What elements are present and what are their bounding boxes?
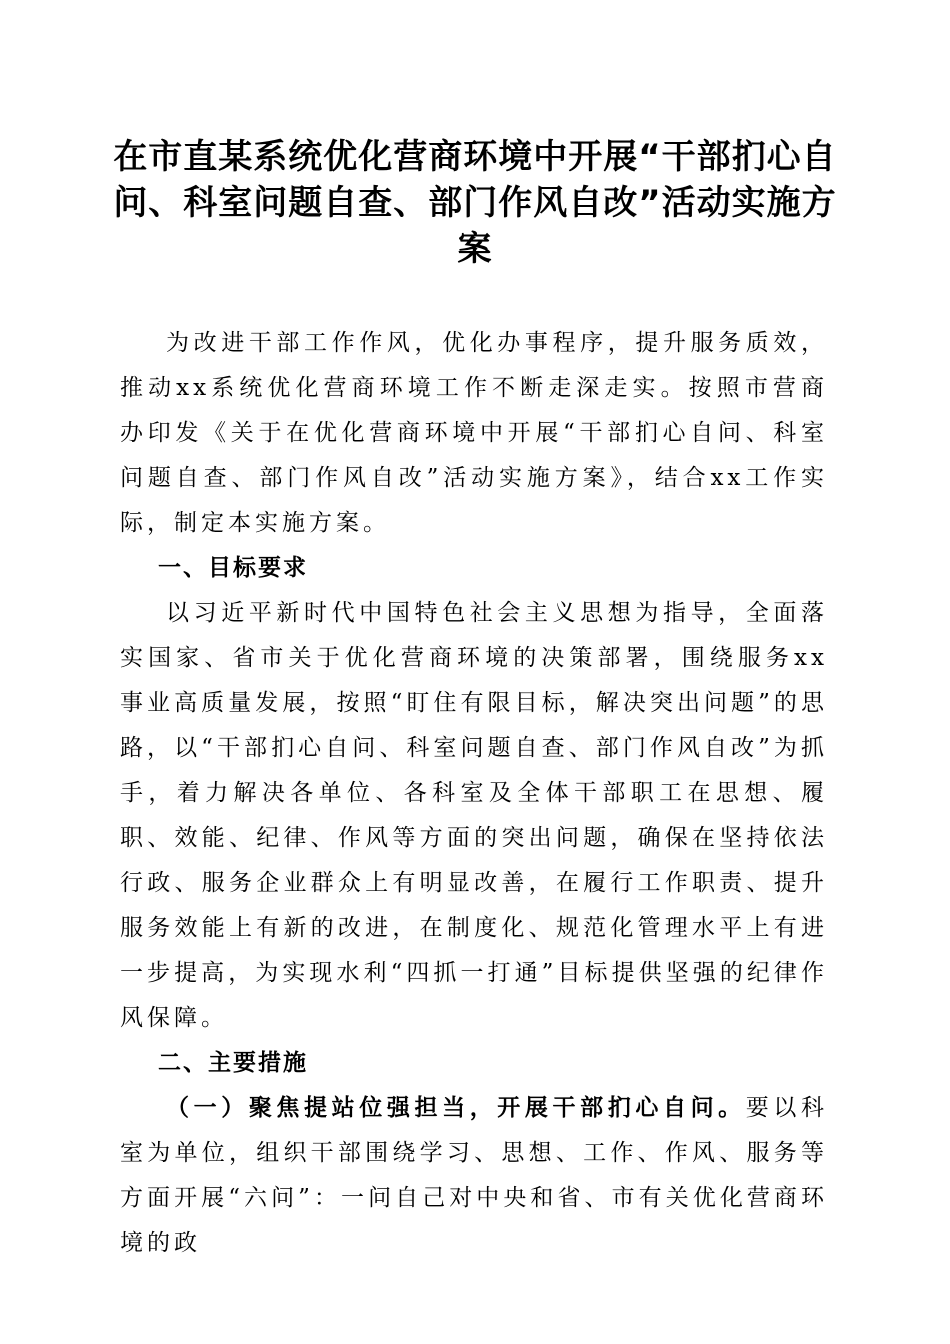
- section-heading-goals: 一、目标要求: [158, 555, 308, 581]
- document-title: 在市直某系统优化营商环境中开展“干部扪心自问、科室问题自查、部门作风自改”活动实施方案: [113, 137, 837, 269]
- goals-paragraph: 以习近平新时代中国特色社会主义思想为指导，全面落实国家、省市关于优化营商环境的决策部署，围绕服务xx事业高质量发展，按照“盯住有限目标，解决突出问题”的思路，以“干部扪心自问、科室问题自查、部门作风自改”为抓手，着力解决各单位、各科室及全体干部职工在思想、履职、效能、纪律、作风等方面的突出问题，确保在坚持依法行政、服务企业群众上有明显改善，在履行工作职责、提升服务效能上有新的改进，在制度化、规范化管理水平上有进一步提高，为实现水利“四抓一打通”目标提供坚强的纪律作风保障。: [120, 600, 828, 1031]
- section-heading-measures: 二、主要措施: [158, 1050, 308, 1076]
- measure-1-text: 要以科室为单位，组织干部围绕学习、思想、工作、作风、服务等方面开展“六问”：一问自己对中央和省、市有关优化营商环境的政: [120, 1095, 829, 1256]
- measure-1-lead: （一）聚焦提站位强担当，开展干部扪心自问。: [166, 1095, 746, 1121]
- intro-paragraph: 为改进干部工作作风，优化办事程序，提升服务质效，推动xx系统优化营商环境工作不断走深走实。按照市营商办印发《关于在优化营商环境中开展“干部扪心自问、科室问题自查、部门作风自改”活动实施方案》，结合xx工作实际，制定本实施方案。: [120, 330, 828, 536]
- document-body: [120, 321, 828, 1266]
- measure-1-paragraph: [120, 1086, 828, 1266]
